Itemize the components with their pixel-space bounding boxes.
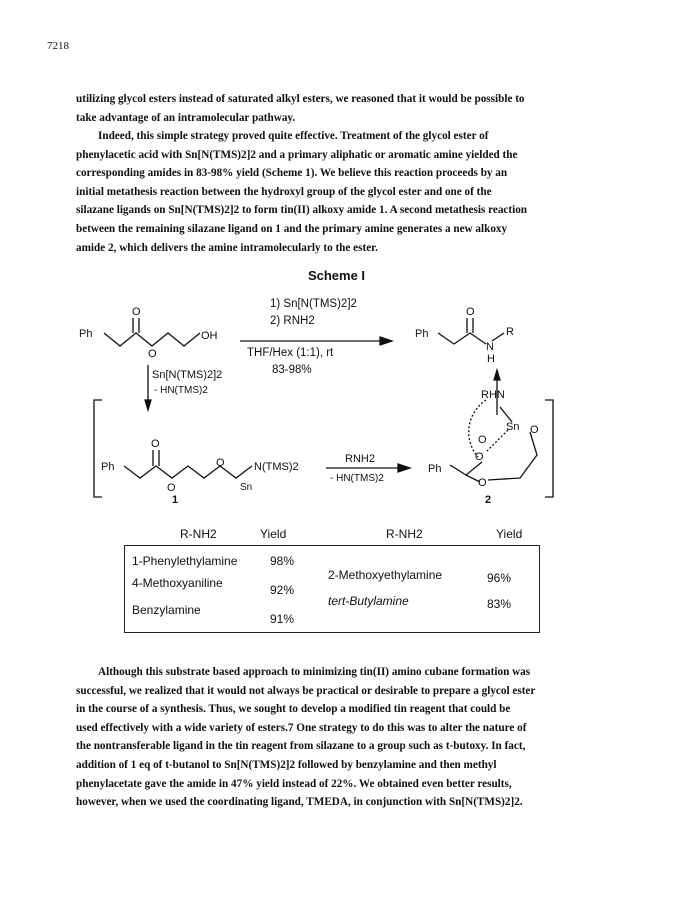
table-header-amine: R-NH2 (180, 527, 217, 541)
n-r-bond (492, 333, 504, 341)
arrow-head (380, 337, 392, 345)
text-line: addition of 1 eq of t-butanol to Sn[N(TMS)2]2 followed by benzylamine and then methyl (76, 758, 497, 771)
table-header-yield: Yield (496, 527, 523, 541)
silazane-label: N(TMS)2 (254, 461, 299, 473)
r-group-label: R (506, 326, 514, 338)
glycol-ester-skeleton (104, 333, 200, 346)
reagent-2: 2) RNH2 (270, 315, 315, 327)
left-bracket (94, 400, 102, 497)
n-sn-bond (500, 407, 512, 422)
oxygen-label: O (466, 306, 475, 318)
text-line: silazane ligands on Sn[N(TMS)2]2 to form tin(II) alkoxy amide 1. A second metathesis reaction (76, 204, 528, 217)
yield-cell: 91% (270, 612, 295, 626)
compound-1-label: 1 (172, 494, 179, 506)
table-header-amine: R-NH2 (386, 527, 423, 541)
text-line: utilizing glycol esters instead of saturated alkyl esters, we reasoned that it would be possible to (76, 93, 525, 105)
text-line: between the remaining silazane ligand on 1 and the primary amine generates a new alkoxy (76, 222, 508, 235)
hydroxyl-label: OH (201, 330, 218, 342)
oxygen-label: O (478, 434, 487, 446)
text-line: the nontransferable ligand in the tin reagent from silazane to a group such as t-butoxy. In fact, (76, 740, 526, 753)
nitrogen-label: N (486, 341, 494, 353)
compound-2-chain (450, 462, 482, 475)
compound-1-skeleton (124, 466, 252, 478)
scheme-title: Scheme I (307, 268, 366, 283)
yield-cell: 96% (487, 571, 512, 585)
yield-cell: 83% (487, 597, 512, 611)
text-line: successful, we realized that it would not always be practical or desirable to prepare a glycol ester (76, 684, 536, 697)
down-reagent: Sn[N(TMS)2]2 (152, 369, 223, 381)
text-line: take advantage of an intramolecular pathway. (76, 111, 296, 124)
arrow-head (145, 400, 151, 410)
inner-reagent: RNH2 (345, 453, 375, 465)
yield-cell: 92% (270, 583, 295, 597)
oxygen-label: O (151, 438, 160, 450)
inner-byproduct: - HN(TMS)2 (330, 473, 384, 484)
amide-skeleton (438, 333, 486, 344)
text-line: Although this substrate based approach to minimizing tin(II) amino cubane formation was (98, 666, 531, 678)
phenyl-label: Ph (79, 328, 93, 340)
amine-cell: Benzylamine (132, 603, 201, 617)
tin-label: Sn (506, 421, 520, 433)
yield-table (124, 545, 540, 633)
amine-cell: 1-Phenylethylamine (132, 554, 238, 568)
tin-label: Sn (240, 482, 253, 493)
arrow-head (398, 464, 410, 472)
text-line: corresponding amides in 83-98% yield (Scheme 1). We believe this reaction proceeds by an (76, 167, 508, 180)
phenyl-label: Ph (415, 328, 429, 340)
text-line: used effectively with a wide variety of esters.7 One strategy to do this was to alter the nature of (76, 721, 527, 734)
yield-range: 83-98% (272, 364, 312, 376)
oxygen-label: O (530, 424, 539, 436)
text-line: in the course of a synthesis. Thus, we sought to develop a modified tin reagent that could be (76, 703, 511, 716)
phenyl-label: Ph (428, 463, 442, 475)
oxygen-label: O (132, 306, 141, 318)
oxygen-label: O (216, 457, 225, 469)
oxygen-label: O (478, 477, 487, 489)
oxygen-label: O (475, 451, 484, 463)
paragraph-2 (76, 663, 596, 812)
text-line: phenylacetate gave the amide in 47% yield instead of 22%. We obtained even better results, (76, 777, 512, 790)
page-number: 7218 (47, 40, 69, 52)
arrow-head (494, 370, 500, 380)
ring-bond (488, 432, 537, 480)
text-line: phenylacetic acid with Sn[N(TMS)2]2 and a primary aliphatic or aromatic amine yielded the (76, 148, 518, 161)
amine-cell: tert-Butylamine (328, 594, 409, 608)
hydrogen-label: H (487, 353, 495, 365)
solvent-label: THF/Hex (1:1), rt (247, 347, 334, 359)
text-line: Indeed, this simple strategy proved quite effective. Treatment of the glycol ester of (98, 130, 489, 142)
text-line: initial metathesis reaction between the hydroxyl group of the glycol ester and one of the (76, 185, 492, 198)
table-header-yield: Yield (260, 527, 287, 541)
compound-2-label: 2 (485, 494, 492, 506)
amine-cell: 2-Methoxyethylamine (328, 568, 443, 582)
rhn-label: RHN (481, 389, 505, 401)
text-line: however, when we used the coordinating ligand, TMEDA, in conjunction with Sn[N(TMS)2]2. (76, 796, 523, 809)
amine-cell: 4-Methoxyaniline (132, 576, 223, 590)
chelation-bond (469, 400, 486, 457)
yield-cell: 98% (270, 554, 295, 568)
phenyl-label: Ph (101, 461, 115, 473)
oxygen-label: O (167, 482, 176, 494)
down-byproduct: - HN(TMS)2 (154, 385, 208, 396)
o-sn-bond (486, 430, 508, 452)
text-line: amide 2, which delivers the amine intramolecularly to the ester. (76, 241, 378, 254)
right-bracket (545, 400, 553, 497)
reagent-1: 1) Sn[N(TMS)2]2 (270, 298, 357, 310)
oxygen-label: O (148, 348, 157, 360)
